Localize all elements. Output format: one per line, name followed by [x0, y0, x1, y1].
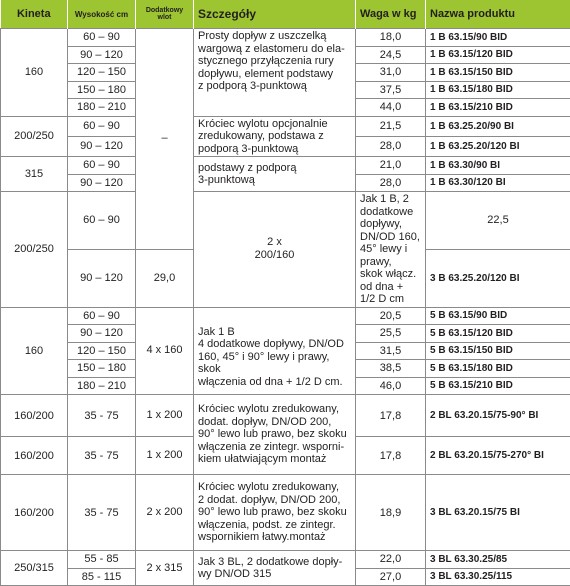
product-cell: 5 B 63.15/180 BID: [426, 360, 570, 378]
extra-inlet-cell: 2 x 200: [136, 475, 194, 551]
weight-cell: 17,8: [356, 437, 426, 475]
product-cell: 1 B 63.25.20/120 BI: [426, 136, 570, 156]
table-row: [1, 29, 570, 47]
weight-cell: 25,5: [356, 325, 426, 343]
weight-cell: 44,0: [356, 99, 426, 117]
details-cell: Jak 1 B 4 dodatkowe dopływy, DN/OD 160, 45° i 90° lewy i prawy, skok włączenia od dna + 1/2 D cm.: [194, 307, 356, 395]
product-cell: 1 B 63.15/180 BID: [426, 81, 570, 99]
weight-cell: 18,9: [356, 475, 426, 551]
weight-cell: 28,0: [356, 136, 426, 156]
weight-cell: 29,0: [136, 249, 194, 307]
extra-inlet-cell: 2 x 200/160: [194, 192, 356, 308]
weight-cell: 37,5: [356, 81, 426, 99]
extra-inlet-cell: 1 x 200: [136, 437, 194, 475]
weight-cell: 22,5: [426, 192, 570, 250]
height-cell: 90 – 120: [68, 46, 136, 64]
height-cell: 120 – 150: [68, 342, 136, 360]
header-extra-inlet: Dodatkowy wlot: [136, 0, 194, 29]
kineta-cell: 160/200: [1, 475, 68, 551]
product-cell: 5 B 63.15/120 BID: [426, 325, 570, 343]
extra-inlet-cell: 1 x 200: [136, 395, 194, 437]
table-row: [1, 551, 570, 569]
height-cell: 90 – 120: [68, 174, 136, 192]
height-cell: 60 – 90: [68, 116, 136, 136]
extra-inlet-cell: –: [136, 29, 194, 250]
height-cell: 150 – 180: [68, 360, 136, 378]
height-cell: 90 – 120: [68, 249, 136, 307]
details-cell: Prosty dopływ z uszczelką wargową z elastomeru do ela- stycznego przyłączenia rury dopływu, element podstawy z podporą 3-punktową: [194, 29, 356, 117]
extra-inlet-cell: 2 x 315: [136, 551, 194, 586]
height-cell: 35 - 75: [68, 437, 136, 475]
product-cell: 1 B 63.15/120 BID: [426, 46, 570, 64]
kineta-cell: 200/250: [1, 192, 68, 308]
weight-cell: 38,5: [356, 360, 426, 378]
weight-cell: 22,0: [356, 551, 426, 569]
header-product: Nazwa produktu: [426, 0, 570, 29]
product-cell: 5 B 63.15/150 BID: [426, 342, 570, 360]
weight-cell: 20,5: [356, 307, 426, 325]
height-cell: 90 – 120: [68, 325, 136, 343]
height-cell: 180 – 210: [68, 99, 136, 117]
product-cell: 3 BL 63.30.25/115: [426, 568, 570, 586]
extra-inlet-cell: 4 x 160: [136, 307, 194, 395]
details-cell: Jak 1 B, 2 dodatkowe dopływy, DN/OD 160, 45° lewy i prawy, skok włącz. od dna + 1/2 D cm: [356, 192, 426, 308]
product-cell: 3 BL 63.30.25/85: [426, 551, 570, 569]
kineta-cell: 160/200: [1, 395, 68, 437]
details-cell: Jak 3 BL, 2 dodatkowe dopły- wy DN/OD 315: [194, 551, 356, 586]
weight-cell: 28,0: [356, 174, 426, 192]
kineta-cell: 160/200: [1, 437, 68, 475]
product-cell: 1 B 63.15/210 BID: [426, 99, 570, 117]
weight-cell: 46,0: [356, 377, 426, 395]
weight-cell: 31,5: [356, 342, 426, 360]
table-row: [1, 116, 570, 136]
product-cell: 1 B 63.25.20/90 BI: [426, 116, 570, 136]
height-cell: 60 – 90: [68, 157, 136, 175]
kineta-cell: 160: [1, 29, 68, 117]
header-height: Wysokość cm: [68, 0, 136, 29]
product-cell: 2 BL 63.20.15/75-90° BI: [426, 395, 570, 437]
weight-cell: 27,0: [356, 568, 426, 586]
height-cell: 180 – 210: [68, 377, 136, 395]
header-details: Szczegóły: [194, 0, 356, 29]
product-cell: 5 B 63.15/210 BID: [426, 377, 570, 395]
weight-cell: 18,0: [356, 29, 426, 47]
height-cell: 60 – 90: [68, 307, 136, 325]
product-cell: 1 B 63.15/90 BID: [426, 29, 570, 47]
header-weight: Waga w kg: [356, 0, 426, 29]
product-cell: 1 B 63.30/90 BI: [426, 157, 570, 175]
product-cell: 3 B 63.25.20/120 BI: [426, 249, 570, 307]
kineta-cell: 160: [1, 307, 68, 395]
height-cell: 60 – 90: [68, 29, 136, 47]
height-cell: 60 – 90: [68, 192, 136, 250]
product-cell: 3 BL 63.20.15/75 BI: [426, 475, 570, 551]
kineta-cell: 200/250: [1, 116, 68, 157]
weight-cell: 31,0: [356, 64, 426, 82]
weight-cell: 17,8: [356, 395, 426, 437]
product-cell: 1 B 63.15/150 BID: [426, 64, 570, 82]
details-cell: Króciec wylotu zredukowany, dodat. dopływ, DN/OD 200, 90° lewo lub prawo, bez skoku włączenia ze zintegr. wsporni- kiem ułatwiającym montaż: [194, 395, 356, 475]
product-cell: 2 BL 63.20.15/75-270° BI: [426, 437, 570, 475]
product-cell: 1 B 63.30/120 BI: [426, 174, 570, 192]
table-row: [1, 475, 570, 551]
header-kineta: Kineta: [1, 0, 68, 29]
table-row: [1, 307, 570, 325]
height-cell: 85 - 115: [68, 568, 136, 586]
weight-cell: 21,5: [356, 116, 426, 136]
product-cell: 5 B 63.15/90 BID: [426, 307, 570, 325]
details-cell: Króciec wylotu opcjonalnie zredukowany, podstawa z podporą 3-punktową: [194, 116, 356, 157]
kineta-cell: 315: [1, 157, 68, 192]
header-row: [1, 0, 570, 29]
table-row: [1, 192, 570, 250]
height-cell: 55 - 85: [68, 551, 136, 569]
height-cell: 35 - 75: [68, 395, 136, 437]
height-cell: 150 – 180: [68, 81, 136, 99]
table-row: [1, 157, 570, 175]
height-cell: 35 - 75: [68, 475, 136, 551]
height-cell: 90 – 120: [68, 136, 136, 156]
height-cell: 120 – 150: [68, 64, 136, 82]
details-cell: podstawy z podporą 3-punktową: [194, 157, 356, 192]
kineta-cell: 250/315: [1, 551, 68, 586]
weight-cell: 24,5: [356, 46, 426, 64]
details-cell: Króciec wylotu zredukowany, 2 dodat. dopływ, DN/OD 200, 90° lewo lub prawo, bez skoku włączenia, podst. ze zintegr. wspornikiem łatwy.montaż: [194, 475, 356, 551]
table-row: [1, 395, 570, 437]
weight-cell: 21,0: [356, 157, 426, 175]
